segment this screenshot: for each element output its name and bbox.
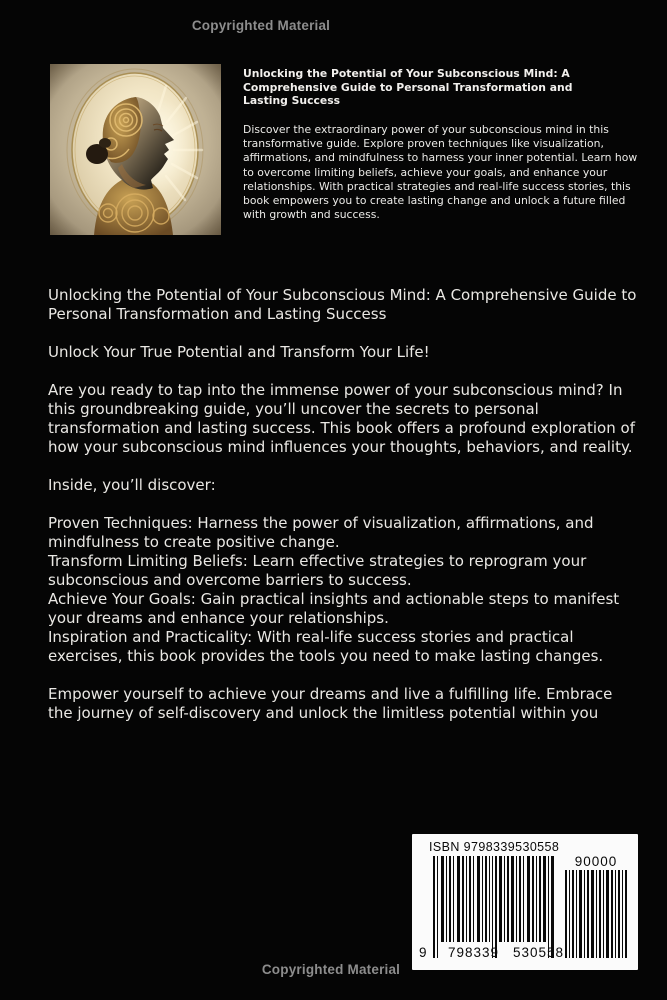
body-discover-heading: Inside, you’ll discover: [48,476,216,494]
barcode-digits-row [412,945,572,961]
barcode-digit-lead: 9 [419,945,427,960]
feature-item: Proven Techniques: Harness the power of visualization, affirmations, and mindfulness to create positive change. [48,514,594,551]
ean-barcode-graphic [433,856,555,959]
header-book-description: Discover the extraordinary power of your subconscious mind in this transformative guide. Explore proven techniques like visualization, affirmations, and mindfulness to harness your inner potential. Learn how to overcome limiting beliefs, achieve your goals, and enhance your relationships. With practical strategies and real-life success stories, this book empowers you to create lasting change and unlock a future filled with growth and success. [243,123,638,222]
feature-item: Inspiration and Practicality: With real-life success stories and practical exercises, this book provides the tools you need to make lasting changes. [48,628,604,665]
body-title-paragraph: Unlocking the Potential of Your Subconscious Mind: A Comprehensive Guide to Personal Transformation and Lasting Success [48,286,637,323]
ean-addon-barcode-graphic [565,870,627,958]
cover-artwork-image [50,64,221,235]
header-book-title: Unlocking the Potential of Your Subconscious Mind: A Comprehensive Guide to Personal Transformation and Lasting Success [243,67,573,108]
barcode-price-code: 90000 [574,854,618,869]
barcode-digit-group: 798339 [448,945,500,960]
barcode-digit-group: 530558 [513,945,565,960]
body-closing-paragraph: Empower yourself to achieve your dreams and live a fulfilling life. Embrace the journey of self-discovery and unlock the limitless potential within you [48,685,613,722]
feature-item: Transform Limiting Beliefs: Learn effective strategies to reprogram your subconscious and overcome barriers to success. [48,552,587,589]
feature-item: Achieve Your Goals: Gain practical insights and actionable steps to manifest your dreams and enhance your relationships. [48,590,620,627]
isbn-number-label: ISBN 9798339530558 [429,840,560,854]
body-features-list [48,514,638,666]
back-cover-text-column [48,286,638,742]
isbn-barcode-block [412,834,638,970]
body-intro-paragraph: Are you ready to tap into the immense power of your subconscious mind? In this groundbreaking guide, you’ll uncover the secrets to personal transformation and lasting success. This book offers a profound exploration of how your subconscious mind influences your thoughts, behaviors, and reality. [48,381,635,456]
body-hook-paragraph: Unlock Your True Potential and Transform Your Life! [48,343,430,361]
copyright-banner-bottom: Copyrighted Material [261,962,401,977]
copyright-banner-top: Copyrighted Material [191,18,331,33]
